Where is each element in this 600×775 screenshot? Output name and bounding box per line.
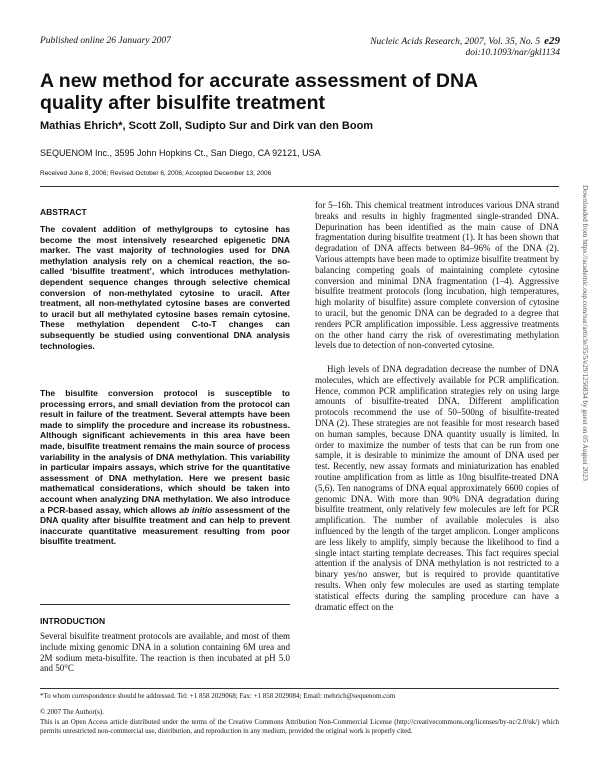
article-number: e29 <box>544 35 560 47</box>
introduction-heading: INTRODUCTION <box>40 616 106 626</box>
correspondence-note: *To whom correspondence should be addressed. Tel: +1 858 2029068; Fax: +1 858 2029084; Email: mehrich@sequenom.com <box>40 692 396 700</box>
introduction-paragraph: Several bisulfite treatment protocols are available, and most of them include mixing genomic DNA in a solution containing 6M urea and 2M sodium meta-bisulfite. The reaction is then incubated at pH 5.0 and 50°C <box>40 631 290 674</box>
article-title: A new method for accurate assessment of DNA quality after bisulfite treatment <box>40 70 478 114</box>
footnote-divider <box>40 688 559 689</box>
author-list: Mathias Ehrich*, Scott Zoll, Sudipto Sur and Dirk van den Boom <box>40 120 374 132</box>
body-paragraph-2: High levels of DNA degradation decrease the number of DNA molecules, which are effectively available for PCR amplification. Hence, common PCR amplification strategies rely on using large amounts of bisulfite-treated DNA. Different amplification protocols recommend the use of 50–500ng of bisulfite-treated DNA (2). These strategies are not feasible for most research based on human samples, because DNA quantity usually is limited. In order to maximize the number of tests that can be run from one sample, it is desirable to minimize the amount of DNA used per test. Recently, new assay formats and miniaturization has enabled routine amplification from as little as 10ng bisulfite-treated DNA (5,6). Ten nanograms of DNA equal approximately 6600 copies of genomic DNA. With more than 90% DNA degradation during bisulfite treatment, only relatively few molecules are left for PCR amplification. The number of available molecules is also influenced by the length of the target amplicon. Longer amplicons are less likely to amplify, simply because the likelihood to find a single intact starting template decreases. This fact requires special attention if the analysis of DNA methylation is not restricted to a binary yes/no answer, but is required to provide quantitative results. When only few molecules are used as starting template statistical effects during the sampling procedure can have a dramatic effect on the <box>315 364 559 612</box>
header-divider <box>40 186 559 187</box>
published-date: Published online 26 January 2007 <box>40 36 171 46</box>
abstract-paragraph-2 <box>40 388 290 547</box>
abstract-heading: ABSTRACT <box>40 207 87 217</box>
intro-divider <box>40 604 290 605</box>
body-paragraph-1: for 5–16h. This chemical treatment introduces various DNA strand breaks and results in highly fragmented single-stranded DNA. Depurination has been identified as the main cause of DNA fragmentation during bisulfite treatment (1). It has been shown that degradation of DNA affects between 84–96% of the DNA (2). Various attempts have been made to optimize bisulfite treatment by balancing competing goals of maintaining complete cytosine conversion and minimal DNA fragmentation (1–4). Aggressive bisulfite treatment protocols (long incubation, high temperatures, high molarity of bisulfite) assure complete conversion of cytosine to uracil, but the genomic DNA can be degraded to a degree that renders PCR amplification impossible. Less aggressive treatments on the other hand carry the risk of overestimating methylation levels due to detection of non-converted cytosine. <box>315 200 559 351</box>
download-watermark-text: Downloaded from https://academic.oup.com/nar/article/35/5/e29/1256834 by guest on 05 August 2023 <box>581 185 589 481</box>
journal-citation <box>300 36 560 59</box>
doi[interactable]: doi:10.1093/nar/gkl1134 <box>465 48 560 58</box>
journal-name: Nucleic Acids Research, 2007, Vol. 35, No. 5 <box>370 37 541 47</box>
affiliation: SEQUENOM Inc., 3595 John Hopkins Ct., San Diego, CA 92121, USA <box>40 148 321 158</box>
download-watermark <box>578 185 592 585</box>
abstract-italic-term: ab initio <box>179 504 213 515</box>
abstract-text-b: assessment of the DNA quality after bisulfite treatment and can help to prevent inaccurate quantitative measurement resulting from poor bisulfite treatment. <box>40 504 290 547</box>
abstract-text-a: The bisulfite conversion protocol is susceptible to processing errors, and small deviation from the protocol can result in failure of the treatment. Several attempts have been made to simplify the procedure and increase its robustness. Although significant achievements in this area have been made, bisulfite treatment remains the main source of process variability in the analysis of DNA methylation. This variability in particular impairs assays, which strive for the quantitative assessment of DNA methylation. Here we present basic mathematical considerations, which should be taken into account when analyzing DNA methylation. We also introduce a PCR-based assay, which allows <box>40 388 290 515</box>
abstract-paragraph-1: The covalent addition of methylgroups to cytosine has become the most intensively researched epigenetic DNA marker. The vast majority of technologies used for DNA methylation analysis rely on a chemical reaction, the so-called ‘bisulfite treatment’, which introduces methylation-dependent sequence changes through selective chemical conversion of non-methylated cytosine to uracil. After treatment, all non-methylated cytosine bases are converted to uracil but all methylated cytosine bases remain cytosine. These methylation dependent C-to-T changes can subsequently be studied using conventional DNA analysis technologies. <box>40 224 290 351</box>
license-note: This is an Open Access article distributed under the terms of the Creative Commons Attribution Non-Commercial License (http://creativecommons.org/licenses/by-nc/2.0/uk/) which permits unrestricted non-commercial use, distribution, and reproduction in any medium, provided the original work is properly cited. <box>40 718 559 735</box>
received-dates: Received June 8, 2006; Revised October 6, 2006; Accepted December 13, 2006 <box>40 170 272 177</box>
copyright-note: © 2007 The Author(s). <box>40 708 104 716</box>
